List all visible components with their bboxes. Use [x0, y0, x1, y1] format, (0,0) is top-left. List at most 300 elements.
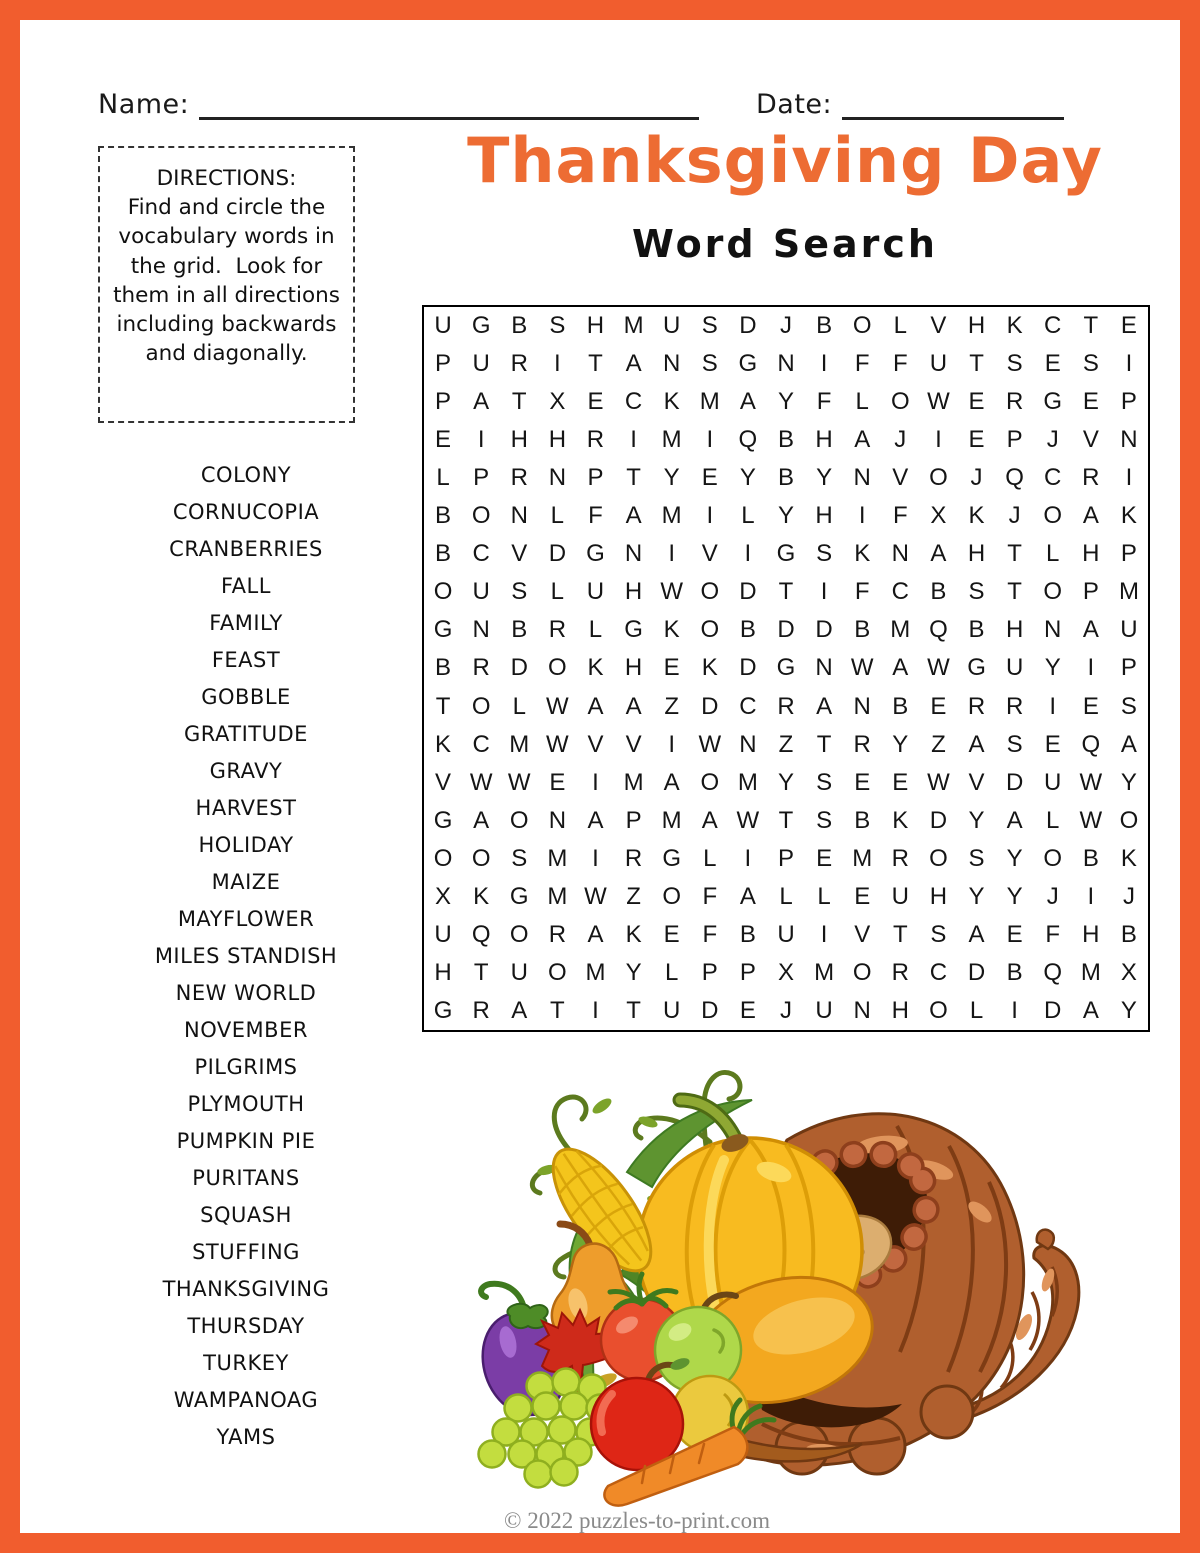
- grid-letter: P: [473, 464, 490, 492]
- grid-letter: I: [1087, 654, 1095, 682]
- grid-letter: U: [777, 920, 795, 948]
- grid-letter: O: [471, 502, 491, 530]
- grid-letter: O: [890, 388, 910, 416]
- grid-letter: O: [1119, 806, 1139, 834]
- grid-letter: X: [435, 882, 452, 910]
- grid-letter: Q: [1081, 730, 1101, 758]
- word-list-item: HARVEST: [195, 796, 297, 820]
- grid-letter: B: [854, 806, 871, 834]
- grid-letter: Y: [625, 958, 642, 986]
- grid-letter: W: [1079, 806, 1103, 834]
- grid-letter: T: [511, 388, 527, 416]
- word-list-item: THURSDAY: [187, 1314, 305, 1338]
- grid-letter: D: [548, 540, 567, 568]
- grid-letter: V: [587, 730, 604, 758]
- grid-letter: D: [1005, 768, 1024, 796]
- grid-letter: M: [547, 844, 568, 872]
- grid-letter: C: [929, 958, 948, 986]
- grid-letter: S: [1006, 730, 1023, 758]
- grid-letter: H: [815, 502, 833, 530]
- grid-letter: O: [548, 958, 567, 986]
- grid-letter: G: [624, 616, 643, 644]
- grid-letter: Y: [1006, 882, 1023, 910]
- grid-letter: G: [776, 540, 796, 568]
- grid-letter: I: [1049, 692, 1057, 720]
- grid-letter: R: [472, 654, 490, 682]
- grid-letter: J: [1046, 882, 1059, 910]
- word-list-item: NEW WORLD: [175, 981, 317, 1005]
- grid-letter: L: [855, 388, 869, 416]
- grid-letter: D: [739, 654, 757, 682]
- grid-letter: A: [968, 730, 985, 758]
- grid-letter: F: [854, 578, 870, 606]
- grid-letter: Z: [778, 730, 794, 758]
- grid-letter: L: [817, 882, 831, 910]
- grid-letter: U: [434, 920, 452, 948]
- grid-letter: T: [1007, 578, 1022, 606]
- date-label: Date:: [756, 89, 833, 120]
- grid-letter: A: [1006, 806, 1023, 834]
- grid-letter: K: [1120, 844, 1137, 872]
- grid-letter: L: [550, 578, 565, 606]
- grid-letter: O: [548, 654, 567, 682]
- grid-letter: A: [739, 882, 756, 910]
- grid-letter: G: [662, 844, 682, 872]
- worksheet-page: [40, 40, 1200, 1553]
- grid-letter: E: [739, 996, 756, 1024]
- grid-letter: R: [967, 692, 986, 720]
- grid-letter: M: [661, 426, 682, 454]
- grid-letter: V: [701, 540, 718, 568]
- word-list-item: MAIZE: [211, 870, 281, 894]
- grid-letter: A: [587, 692, 604, 720]
- grid-letter: W: [927, 388, 950, 416]
- grid-letter: L: [703, 844, 717, 872]
- grid-letter: L: [550, 502, 565, 530]
- grid-letter: N: [853, 464, 871, 492]
- grid-letter: L: [1046, 806, 1060, 834]
- grid-letter: N: [853, 692, 871, 720]
- grid-letter: Y: [1006, 844, 1023, 872]
- grid-letter: M: [699, 388, 720, 416]
- grid-letter: E: [1082, 388, 1099, 416]
- grid-letter: A: [816, 692, 833, 720]
- grid-letter: O: [509, 806, 529, 834]
- grid-letter: T: [892, 920, 908, 948]
- grid-letter: V: [625, 730, 642, 758]
- grid-letter: H: [891, 996, 909, 1024]
- grid-letter: E: [930, 692, 947, 720]
- grid-letter: N: [891, 540, 909, 568]
- grid-letter: T: [626, 996, 641, 1024]
- grid-letter: M: [814, 958, 835, 986]
- grid-letter: H: [1082, 540, 1100, 568]
- grid-letter: J: [1008, 502, 1021, 530]
- grid-letter: E: [1006, 920, 1023, 948]
- grid-letter: I: [744, 540, 752, 568]
- grid-letter: A: [587, 806, 604, 834]
- grid-letter: B: [511, 312, 528, 340]
- grid-letter: S: [511, 844, 528, 872]
- grid-letter: U: [891, 882, 909, 910]
- grid-letter: T: [969, 350, 984, 378]
- grid-letter: Z: [626, 882, 641, 910]
- grid-letter: C: [891, 578, 909, 606]
- grid-letter: R: [777, 692, 795, 720]
- grid-letter: H: [624, 654, 643, 682]
- grid-letter: V: [892, 464, 909, 492]
- grid-letter: I: [592, 844, 599, 872]
- directions-text: Find and circle the vocabulary words in the grid. Look for them in all directions including backwards and diagonally.: [113, 195, 347, 367]
- grid-letter: Y: [892, 730, 909, 758]
- grid-letter: T: [1083, 312, 1099, 340]
- grid-letter: M: [623, 312, 644, 340]
- grid-letter: T: [778, 806, 794, 834]
- grid-letter: N: [815, 654, 833, 682]
- grid-letter: I: [1125, 464, 1133, 492]
- grid-letter: Y: [663, 464, 680, 492]
- grid-letter: V: [435, 768, 452, 796]
- grid-letter: Y: [777, 502, 794, 530]
- grid-letter: V: [1082, 426, 1099, 454]
- grid-letter: S: [549, 312, 566, 340]
- grid-letter: O: [929, 996, 948, 1024]
- grid-letter: Y: [739, 464, 756, 492]
- page-title: Thanksgiving Day: [467, 124, 1103, 197]
- grid-letter: Q: [1005, 464, 1024, 492]
- name-blank-line: [199, 86, 699, 120]
- grid-letter: V: [511, 540, 528, 568]
- grid-letter: E: [1044, 350, 1061, 378]
- grid-letter: D: [815, 616, 833, 644]
- word-list-item: PUMPKIN PIE: [176, 1129, 316, 1153]
- grid-letter: O: [662, 882, 682, 910]
- grid-letter: S: [701, 350, 718, 378]
- grid-letter: F: [588, 502, 603, 530]
- grid-letter: I: [668, 540, 676, 568]
- grid-letter: G: [967, 654, 986, 682]
- grid-letter: O: [1043, 844, 1063, 872]
- grid-letter: R: [1005, 388, 1024, 416]
- grid-letter: G: [776, 654, 796, 682]
- grid-letter: D: [739, 578, 757, 606]
- grid-letter: S: [511, 578, 528, 606]
- grid-letter: Y: [816, 464, 833, 492]
- grid-letter: D: [777, 616, 795, 644]
- grid-letter: K: [701, 654, 718, 682]
- grid-letter: E: [701, 464, 718, 492]
- grid-letter: R: [853, 730, 871, 758]
- grid-letter: Y: [1044, 654, 1061, 682]
- word-list-item: GOBBLE: [201, 685, 291, 709]
- grid-letter: N: [510, 502, 528, 530]
- grid-letter: I: [706, 426, 714, 454]
- word-list-item: FAMILY: [209, 611, 283, 635]
- grid-letter: L: [436, 464, 450, 492]
- grid-letter: B: [435, 540, 452, 568]
- grid-letter: I: [706, 502, 714, 530]
- grid-letter: B: [892, 692, 909, 720]
- grid-letter: R: [891, 958, 909, 986]
- grid-letter: E: [663, 920, 680, 948]
- grid-letter: G: [509, 882, 529, 910]
- grid-letter: W: [469, 768, 493, 796]
- grid-letter: B: [1120, 920, 1137, 948]
- grid-letter: S: [816, 806, 833, 834]
- grid-letter: B: [739, 616, 756, 644]
- grid-letter: G: [471, 312, 491, 340]
- grid-letter: E: [1120, 312, 1137, 340]
- grid-letter: W: [927, 768, 950, 796]
- grid-letter: R: [1005, 692, 1024, 720]
- grid-letter: H: [967, 312, 986, 340]
- grid-letter: A: [587, 920, 604, 948]
- word-list-item: GRAVY: [209, 759, 283, 783]
- grid-letter: C: [472, 730, 490, 758]
- grid-letter: C: [1044, 464, 1062, 492]
- grid-letter: T: [550, 996, 565, 1024]
- grid-letter: T: [1007, 540, 1022, 568]
- grid-letter: K: [435, 730, 452, 758]
- grid-letter: I: [820, 578, 828, 606]
- grid-letter: V: [854, 920, 871, 948]
- grid-letter: P: [1120, 388, 1137, 416]
- grid-letter: I: [1125, 350, 1133, 378]
- date-blank-line: [842, 86, 1064, 120]
- grid-letter: V: [930, 312, 947, 340]
- grid-letter: B: [968, 616, 985, 644]
- grid-letter: Q: [471, 920, 491, 948]
- grid-letter: W: [546, 730, 569, 758]
- grid-letter: Y: [968, 806, 985, 834]
- grid-letter: E: [854, 768, 871, 796]
- word-list-item: GRATITUDE: [184, 722, 308, 746]
- grid-letter: U: [663, 312, 681, 340]
- grid-letter: F: [892, 502, 908, 530]
- grid-letter: G: [738, 350, 758, 378]
- word-list-item: COLONY: [200, 463, 292, 487]
- word-list-item: PILGRIMS: [194, 1055, 298, 1079]
- grid-letter: K: [1120, 502, 1137, 530]
- grid-letter: L: [1046, 540, 1060, 568]
- word-list-item: CRANBERRIES: [169, 537, 323, 561]
- grid-letter: N: [1044, 616, 1062, 644]
- word-list-item: MAYFLOWER: [177, 907, 315, 931]
- grid-letter: I: [820, 920, 828, 948]
- grid-letter: Z: [664, 692, 680, 720]
- grid-letter: U: [510, 958, 528, 986]
- grid-letter: R: [891, 844, 909, 872]
- grid-letter: E: [663, 654, 680, 682]
- grid-letter: E: [587, 388, 604, 416]
- copyright-text: © 2022 puzzles-to-print.com: [504, 1508, 770, 1533]
- grid-letter: P: [777, 844, 794, 872]
- grid-letter: A: [968, 920, 985, 948]
- grid-letter: N: [548, 464, 567, 492]
- grid-letter: K: [473, 882, 490, 910]
- grid-letter: E: [549, 768, 566, 796]
- grid-letter: S: [968, 578, 985, 606]
- word-list-item: PURITANS: [192, 1166, 300, 1190]
- word-list-item: THANKSGIVING: [162, 1277, 330, 1301]
- grid-letter: H: [1082, 920, 1100, 948]
- grid-letter: M: [852, 844, 873, 872]
- date-field: [756, 86, 1064, 120]
- grid-letter: B: [739, 920, 756, 948]
- grid-letter: O: [700, 578, 720, 606]
- grid-letter: W: [507, 768, 531, 796]
- grid-letter: Y: [777, 388, 794, 416]
- page-subtitle: Word Search: [632, 222, 938, 266]
- grid-letter: M: [623, 768, 644, 796]
- grid-letter: L: [512, 692, 526, 720]
- grid-letter: F: [702, 882, 718, 910]
- word-list-item: PLYMOUTH: [187, 1092, 305, 1116]
- grid-letter: I: [858, 502, 866, 530]
- grid-letter: M: [585, 958, 606, 986]
- grid-letter: R: [586, 426, 605, 454]
- grid-letter: W: [850, 654, 874, 682]
- grid-letter: U: [1120, 616, 1138, 644]
- grid-letter: S: [816, 768, 833, 796]
- grid-letter: P: [587, 464, 604, 492]
- grid-letter: N: [624, 540, 643, 568]
- grid-letter: S: [701, 312, 718, 340]
- grid-letter: A: [473, 388, 490, 416]
- grid-letter: G: [433, 996, 453, 1024]
- directions-box: [98, 146, 355, 423]
- word-list: [80, 457, 412, 1456]
- grid-letter: Y: [1120, 996, 1137, 1024]
- grid-letter: P: [1006, 426, 1023, 454]
- grid-letter: B: [816, 312, 833, 340]
- grid-letter: A: [892, 654, 909, 682]
- grid-letter: X: [930, 502, 947, 530]
- grid-letter: S: [816, 540, 833, 568]
- grid-letter: T: [626, 464, 641, 492]
- grid-letter: L: [779, 882, 793, 910]
- grid-letter: I: [477, 426, 485, 454]
- cornucopia-graphic: [452, 1042, 1092, 1512]
- letter-grid: [422, 305, 1150, 1032]
- grid-letter: O: [433, 578, 453, 606]
- grid-letter: B: [854, 616, 871, 644]
- grid-letter: L: [741, 502, 755, 530]
- grid-letter: N: [1120, 426, 1138, 454]
- grid-letter: M: [1118, 578, 1139, 606]
- grid-letter: R: [472, 996, 490, 1024]
- grid-letter: M: [547, 882, 568, 910]
- grid-letter: K: [663, 616, 680, 644]
- grid-letter: B: [777, 464, 794, 492]
- grid-letter: A: [930, 540, 947, 568]
- grid-letter: N: [777, 350, 795, 378]
- word-list-item: TURKEY: [203, 1351, 289, 1375]
- grid-letter: B: [435, 654, 452, 682]
- grid-letter: O: [1043, 502, 1063, 530]
- grid-letter: E: [816, 844, 833, 872]
- grid-letter: P: [625, 806, 642, 834]
- grid-letter: S: [968, 844, 985, 872]
- grid-letter: D: [967, 958, 986, 986]
- grid-letter: W: [698, 730, 722, 758]
- grid-letter: W: [736, 806, 760, 834]
- grid-letter: N: [472, 616, 490, 644]
- grid-letter: A: [701, 806, 718, 834]
- grid-letter: P: [1082, 578, 1099, 606]
- grid-letter: W: [584, 882, 607, 910]
- grid-letter: T: [435, 692, 451, 720]
- grid-letter: O: [1043, 578, 1063, 606]
- grid-letter: Q: [738, 426, 758, 454]
- grid-letter: U: [472, 578, 490, 606]
- grid-letter: I: [820, 350, 828, 378]
- grid-letter: F: [702, 920, 718, 948]
- grid-letter: E: [968, 426, 985, 454]
- grid-letter: R: [548, 616, 567, 644]
- grid-letter: A: [739, 388, 756, 416]
- grid-letter: E: [1044, 730, 1061, 758]
- word-list-item: MILES STANDISH: [154, 944, 338, 968]
- grid-letter: S: [1120, 692, 1137, 720]
- grid-letter: D: [510, 654, 528, 682]
- grid-letter: O: [471, 844, 491, 872]
- grid-letter: Q: [1043, 958, 1063, 986]
- grid-letter: Y: [777, 768, 794, 796]
- grid-letter: X: [549, 388, 566, 416]
- grid-letter: W: [546, 692, 569, 720]
- grid-letter: A: [1120, 730, 1137, 758]
- grid-letter: H: [1005, 616, 1024, 644]
- grid-letter: I: [1087, 882, 1095, 910]
- grid-letter: P: [701, 958, 718, 986]
- grid-letter: K: [625, 920, 642, 948]
- grid-letter: O: [852, 312, 872, 340]
- grid-letter: O: [852, 958, 872, 986]
- grid-letter: L: [893, 312, 907, 340]
- word-list-item: SQUASH: [200, 1203, 292, 1227]
- grid-letter: H: [586, 312, 605, 340]
- grid-letter: L: [588, 616, 603, 644]
- grid-letter: I: [935, 426, 942, 454]
- grid-letter: Z: [931, 730, 946, 758]
- grid-letter: Y: [968, 882, 985, 910]
- grid-letter: R: [1082, 464, 1100, 492]
- grid-letter: U: [586, 578, 605, 606]
- grid-letter: W: [927, 654, 950, 682]
- grid-letter: I: [554, 350, 561, 378]
- grid-letter: A: [1082, 996, 1099, 1024]
- grid-letter: T: [816, 730, 832, 758]
- grid-letter: Y: [1120, 768, 1137, 796]
- grid-letter: A: [625, 350, 642, 378]
- grid-letter: U: [663, 996, 681, 1024]
- grid-letter: N: [548, 806, 567, 834]
- grid-letter: E: [1082, 692, 1099, 720]
- grid-letter: A: [473, 806, 490, 834]
- grid-letter: L: [969, 996, 984, 1024]
- grid-letter: W: [1079, 768, 1103, 796]
- grid-letter: B: [1006, 958, 1023, 986]
- grid-letter: N: [663, 350, 681, 378]
- grid-letter: T: [778, 578, 794, 606]
- grid-letter: S: [930, 920, 947, 948]
- grid-letter: F: [816, 388, 832, 416]
- grid-letter: S: [1082, 350, 1099, 378]
- word-list-item: FALL: [221, 574, 271, 598]
- grid-letter: M: [661, 502, 682, 530]
- grid-letter: O: [471, 692, 491, 720]
